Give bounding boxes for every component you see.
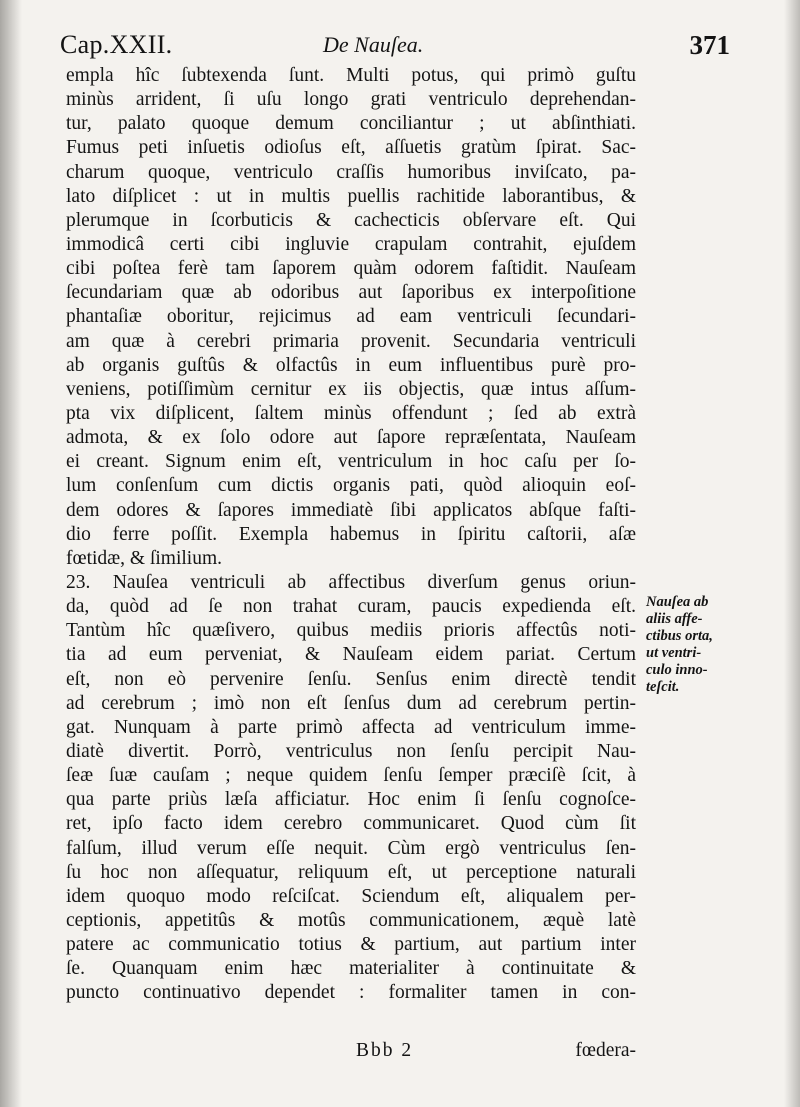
text-line: plerumque in ſcorbuticis & cachecticis obſervare eſt. Qui — [66, 209, 636, 231]
text-line: gat. Nunquam à parte primò affecta ad ventriculum imme- — [66, 716, 636, 738]
margin-note-line: aliis affe- — [646, 611, 703, 627]
page-header — [60, 30, 730, 64]
text-line: lum conſenſum cum dictis organis pati, quòd alioquin eoſ- — [66, 475, 636, 497]
text-line: ei creant. Signum enim eſt, ventriculum in hoc caſu per ſo- — [66, 451, 636, 473]
chapter-heading: Cap.XXII. — [60, 30, 173, 59]
text-line: ſecundariam quæ ab odoribus aut ſaporibus ex interpoſitione — [66, 282, 636, 304]
text-line: ſu hoc non aſſequatur, reliquum eſt, ut perceptione naturali — [66, 861, 636, 883]
text-line: empla hîc ſubtexenda ſunt. Multi potus, qui primò guſtu — [66, 65, 636, 86]
text-line: da, quòd ad ſe non trahat curam, paucis expedienda eſt. — [66, 596, 636, 618]
text-line: 23. Nauſea ventriculi ab affectibus diverſum genus oriun- — [66, 571, 636, 593]
margin-note-line: ctibus orta, — [646, 628, 713, 644]
text-line: dio ferre poſſit. Exempla habemus in ſpiritu caſtorii, aſæ — [66, 523, 636, 545]
margin-note-line: teſcit. — [646, 679, 680, 695]
page-number: 371 — [689, 30, 730, 60]
text-line: tur, palato quoque demum conciliantur ; ut abſinthiati. — [66, 113, 636, 135]
text-line: diatè divertit. Porrò, ventriculus non ſenſu percipit Nau- — [66, 740, 636, 762]
text-line: ab organis guſtûs & olfactûs in eum influentibus purè pro- — [66, 354, 636, 376]
text-line: puncto continuativo dependet : formaliter tamen in con- — [66, 982, 636, 1004]
text-line: ad cerebrum ; imò non eſt ſenſus dum ad cerebrum pertin- — [66, 692, 636, 714]
text-line: charum quoque, ventriculo craſſis humoribus inviſcato, pa- — [66, 161, 636, 183]
margin-note-line: Nauſea ab — [646, 594, 709, 610]
text-line: falſum, illud verum eſſe nequit. Cùm ergò ventriculus ſen- — [66, 837, 636, 859]
margin-note — [646, 594, 766, 696]
text-line: veniens, potiſſimùm cernitur ex iis objectis, quæ intus aſſum- — [66, 378, 636, 400]
text-line: dem odores & ſapores immediatè ſibi applicatos abſque faſti- — [66, 499, 636, 521]
margin-note-line: ut ventri- — [646, 645, 702, 661]
text-line: ſeæ ſuæ cauſam ; neque quidem ſenſu ſemper præciſè ſcit, à — [66, 765, 636, 787]
catchword: fœdera- — [575, 1040, 636, 1061]
text-line: minùs arrident, ſi uſu longo grati ventriculo deprehendan- — [66, 89, 636, 111]
margin-note-line: culo inno- — [646, 662, 708, 678]
signature-mark: Bbb 2 — [356, 1040, 414, 1061]
text-line: immodicâ certi cibi ingluvie crapulam contrahit, ejuſdem — [66, 233, 636, 255]
running-title: De Nauſea. — [323, 32, 424, 57]
text-line: ret, ipſo facto idem cerebro communicaret. Quod cùm ſit — [66, 813, 636, 835]
text-line: ſe. Quanquam enim hæc materialiter à continuitate & — [66, 958, 636, 980]
text-line: cibi poſtea ferè tam ſaporem quàm odorem faſtidit. Nauſeam — [66, 258, 636, 280]
text-line: fœtidæ, & ſimilium. — [66, 547, 223, 569]
text-line: idem quoquo modo reſciſcat. Sciendum eſt, aliqualem per- — [66, 885, 636, 907]
text-line: pta vix diſplicent, ſaltem minùs offendunt ; ſed ab extrà — [66, 402, 636, 424]
text-line: Tantùm hîc quæſivero, quibus mediis prioris affectûs noti- — [66, 620, 636, 642]
text-line: lato diſplicet : ut in multis puellis rachitide laborantibus, & — [66, 185, 636, 207]
text-line: phantaſiæ oboritur, rejicimus ad eam ventriculi ſecundari- — [66, 306, 636, 328]
text-line: Fumus peti inſuetis odioſus eſt, aſſuetis gratùm ſpirat. Sac- — [66, 137, 636, 159]
text-line: eſt, non eò pervenire ſenſu. Senſus enim directè tendit — [66, 668, 636, 690]
text-line: qua parte priùs læſa afficiatur. Hoc enim ſi ſenſu cognoſce- — [66, 789, 636, 811]
text-line: am quæ à cerebri primaria provenit. Secundaria ventriculi — [66, 330, 636, 352]
text-line: ceptionis, appetitûs & motûs communicationem, æquè latè — [66, 909, 636, 931]
text-line: admota, & ex ſolo odore aut ſapore repræſentata, Nauſeam — [66, 427, 636, 449]
page-footer — [66, 1040, 636, 1068]
body-text — [66, 64, 636, 1005]
text-line: patere ac communicatio totius & partium, aut partium inter — [66, 934, 636, 956]
text-line: tia ad eum perveniat, & Nauſeam eidem pariat. Certum — [66, 644, 636, 666]
